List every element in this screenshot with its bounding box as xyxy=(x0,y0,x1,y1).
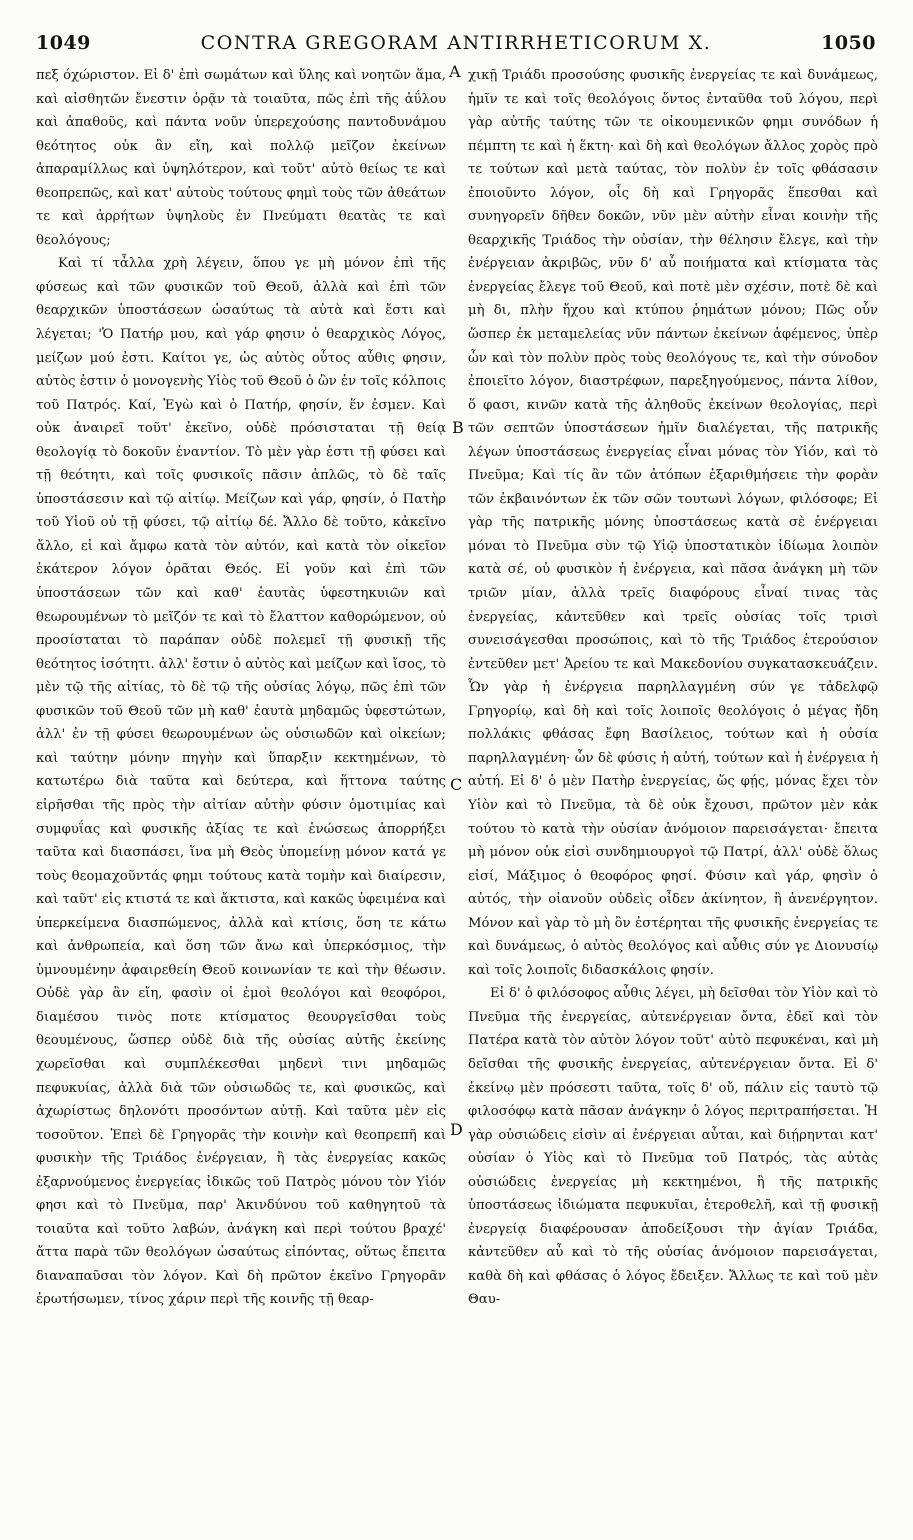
right-column-paragraph-1: χικῇ Τριάδι προσούσης φυσικῆς ἐνεργείας τε καὶ δυνάμεως, ἡμῖν τε καὶ τοῖς θεολόγοις ὄντος ἐνταῦθα τοῦ λόγου, περὶ γὰρ αὐτῆς ταύτης τῶν τε οἰκουμενικῶν φημι συνόδων ἡ πέμπτη τε καὶ ἡ ἕκτη· καὶ δὴ καὶ θεολόγων ἄλλος χορὸς πρὸ τε τούτων καὶ μετὰ ταύτας, τὸν πολὺν ἐν τοῖς φθάσασιν ἐποιοῦντο λόγον, οἷς δὴ καὶ Γρηγορᾶς ἕπεσθαι καὶ συνηγορεῖν δῆθεν δοκῶν, νῦν μὲν αὐτὴν εἶναι κοινὴν τῆς θεαρχικῆς Τριάδος τὴν οὐσίαν, τὴν θέλησιν ἔλεγε, καὶ τὴν ἐνέργειαν ἀκριβῶς, νῦν δ' αὖ ποιήματα καὶ κτίσματα τὰς ἐνεργείας ἔλεγε τοῦ Θεοῦ, καὶ ποτὲ μὲν σχέσιν, ποτὲ δὲ καὶ μὴ δι, πλὴν ἤχου καὶ κτύπου ῥημάτων μόνου; Πῶς οὖν ὥσπερ ἐκ μεταμελείας νῦν πάντων ἐκείνων ἀφέμενος, ὑπὲρ ὧν καὶ τὸν πολὺν πρὸς τοὺς θεολόγους τε, καὶ τὴν σύνοδον ἐποιεῖτο λόγον, διαστρέφων, παρεξηγούμενος, πάντα λίθον, ὅ φασι, κινῶν κατὰ τῆς ἀληθοῦς ἐκείνων θεολογίας, περὶ τῶν σεπτῶν ὑποστάσεων ἡμῖν διαλέγεται, τῆς πατρικῆς λέγων ὑποστάσεως ἐνεργείας εἶναι μόνας τὸν Υἱόν, καὶ τὸ Πνεῦμα; Καὶ τίς ἂν τῶν ἀτόπων ἐξαριθμήσειε τὴν φορὰν τῶν ἐκβαινόντων ἐκ τῶν σῶν τουτωνὶ λόγων, φιλόσοφε; Εἰ γὰρ τῆς πατρικῆς μόνης ὑποστάσεως κατὰ σὲ ἐνέργειαι μόναι τὸ Πνεῦμα σὺν τῷ Υἱῷ ὑποστατικὸν ἰδίωμα λοιπὸν κατὰ σέ, οὐ φυσικὸν ἡ ἐνέργεια, καὶ πᾶσα ἀνάγκη μὴ τῶν τριῶν μίαν, ἀλλὰ τρεῖς διαφόρους εἶναί τινας τὰς ἐνεργείας, κἀντεῦθεν καὶ τρεῖς οὐσίας τοῖς τρισὶ συνεισάγεσθαι προσώποις, καὶ τὸ τῆς Τριάδος ἑτερούσιον ἐντεῦθεν μετ' Ἀρείου τε καὶ Μακεδονίου συγκατασκευάζειν. Ὧν γὰρ ἡ ἐνέργεια παρηλλαγμένη σύν γε τἀδελφῷ Γρηγορίῳ, καὶ δὴ καὶ τοῖς λοιποῖς θεολόγοις ὁ μέγας ἤδη πολλάκις φθάσας ἔφη Βασίλειος, τούτων καὶ ἡ οὐσία παρηλλαγμένη· ὧν δὲ φύσις ἡ αὐτή, τούτων καὶ ἡ ἐνέργεια ἡ αὐτή. Εἰ δ' ὁ μὲν Πατὴρ ἐνεργείας, ὥς φῄς, μόνας ἔχει τὸν Υἱὸν καὶ τὸ Πνεῦμα, τὰ δὲ οὐκ ἔχουσι, πρῶτον μὲν κἀκ τούτου τὸ κατὰ τὴν οὐσίαν ἀνόμοιον παρεισάγεται· ἔπειτα μὴ μόνον οὐκ εἰσὶ συνδημιουργοὶ τῷ Πατρί, ἀλλ' οὐδὲ ὅλως εἰσί, Μάξιμος ὁ θεοφόρος φησί. Φύσιν καὶ γάρ, φησὶν ὁ αὐτός, τὴν οἱανοῦν οὐδεὶς οἶδεν ἀκίνητον, ἢ ἀνενέργητον. Μόνον καὶ γὰρ τὸ μὴ ὂν ἐστέρηται τῆς φυσικῆς ἐνεργείας τε καὶ δυνάμεως, ὁ αὐτὸς θεολόγος καὶ αὖθις σύν γε Διονυσίῳ καὶ τοῖς λοιποῖς διδασκάλοις φησίν. xyxy=(468,68,878,978)
margin-letter-d: D xyxy=(450,1120,463,1139)
two-column-body xyxy=(36,64,884,1524)
right-column xyxy=(468,64,878,1312)
right-column-paragraph-2: Εἰ δ' ὁ φιλόσοφος αὖθις λέγει, μὴ δεῖσθαι τὸν Υἱὸν καὶ τὸ Πνεῦμα τῆς ἐνεργείας, αὐτενέργειαν ὄντα, ἐδεῖ καὶ τὸν Πατέρα κατὰ τὸν αὐτὸν λόγον τοῦτ' αὐτὸ πεφυκέναι, καὶ μὴ δεῖσθαι τῆς φυσικῆς ἐνεργείας, αὐτενέργειαν ὄντα. Εἰ δ' ἐκείνῳ μὲν πρόσεστι ταῦτα, τοῖς δ' οὔ, πάλιν εἰς ταυτὸ τῷ φιλοσόφῳ κατὰ πᾶσαν ἀνάγκην ὁ λόγος περιτραπήσεται. Ἡ γὰρ οὐσιώδεις εἰσὶν αἱ ἐνέργειαι αὗται, καὶ διῄρηνται κατ' οὐσίαν ὁ Υἱὸς καὶ τὸ Πνεῦμα τοῦ Πατρός, τὰς αὐτὰς οὐσιώδεις ἐνεργείας μὴ κεκτημένοι, ἢ τῆς πατρικῆς ὑποστάσεως ἰδιώματα πεφυκυῖαι, ἑτεροθελῆ, καὶ τῇ φυσικῇ ἐνεργείᾳ διαφέρουσαν ἀποδείξουσι τὴν ἁγίαν Τριάδα, κἀντεῦθεν αὖ καὶ τὸ τῆς οὐσίας ἀνόμοιον παρεισάγεται, καθὰ δὴ καὶ φθάσας ὁ λόγος ἔδειξεν. Ἄλλως τε καὶ τοῦ μὲν Θαυ- xyxy=(468,986,878,1308)
left-column-paragraph-1: πεξ όχώριστον. Εἰ δ' ἐπὶ σωμάτων καὶ ὕλης καὶ νοητῶν ἅμα, καὶ αἰσθητῶν ἔνεστιν ὁρᾷν τὰ τοιαῦτα, πῶς ἐπὶ τῆς ἀΰλου καὶ ἀπαθοῦς, καὶ πάντα νοῦν ὑπερεχούσης παντοδυνάμου θεότητος οὐκ ἂν εἴη, καὶ πολλῷ μεῖζον ἐκείνων ἀπαραμίλλως καὶ ὑψηλότερον, καὶ τοῦτ' αὐτὸ θείως τε καὶ θεοπρεπῶς, καὶ κατ' αὐτοὺς τούτους φημὶ τοὺς τῶν ἀθεάτων τε καὶ ἀρρήτων ὑψηλοὺς ἐν Πνεύματι θεατὰς τε καὶ θεολόγους; xyxy=(36,68,446,248)
margin-letter-c: C xyxy=(450,775,463,794)
left-column-paragraph-2: Καὶ τί τἆλλα χρὴ λέγειν, ὅπου γε μὴ μόνον ἐπὶ τῆς φύσεως καὶ τῶν φυσικῶν τοῦ Θεοῦ, ἀλλὰ καὶ ἐπὶ τῶν θεαρχικῶν ὑποστάσεων ὡσαύτως τὰ αὐτὰ καὶ ἔστι καὶ λέγεται; 'Ὁ Πατήρ μου, καὶ γάρ φησιν ὁ θεαρχικὸς Λόγος, μείζων μού ἐστι. Καίτοι γε, ὡς αὐτὸς οὗτος αὖθις φησιν, αὐτὸς ἐστιν ὁ μονογενὴς Υἱὸς τοῦ Θεοῦ ὁ ὢν ἐν τοῖς κόλποις τοῦ Πατρός. Καί, Ἐγὼ καὶ ὁ Πατήρ, φησίν, ἕν ἐσμεν. Καὶ οὐκ ἀναιρεῖ τοῦτ' ἐκεῖνο, οὐδὲ πρόσισταται τῇ θείᾳ θεολογίᾳ τὸ δοκοῦν ἐναντίον. Τὸ μὲν γὰρ ἐστι τῇ φύσει καὶ τῇ θεότητι, καὶ τοῖς φυσικοῖς πᾶσιν ἁπλῶς, τὸ δὲ ταῖς ὑποστάσεσιν καὶ τῷ αἰτίῳ. Μείζων καὶ γάρ, φησίν, ὁ Πατὴρ τοῦ Υἱοῦ οὐ τῇ φύσει, τῷ αἰτίῳ δέ. Ἄλλο δὲ τοῦτο, κἀκεῖνο ἄλλο, εἰ καὶ ἄμφω κατὰ τὸν αὐτόν, καὶ κατὰ τὸν οἰκεῖον ἑκάτερον λόγον ὁρᾶται Θεός. Εἰ γοῦν καὶ ἐπὶ τῶν ὑποστάσεων τῶν καὶ καθ' ἑαυτὰς ὑφεστηκυιῶν καὶ θεωρουμένων τὸ μεῖζόν τε καὶ τὸ ἔλαττον καθορώμενον, οὐ προσίσταται τὸ παράπαν οὐδὲ πολεμεῖ τῇ φυσικῇ τῆς θεότητος ἰσότητι. ἀλλ' ἔστιν ὁ αὐτὸς καὶ μείζων καὶ ἴσος, τὸ μὲν τῷ τῆς αἰτίας, τὸ δὲ τῷ τῆς οὐσίας λόγῳ, πῶς ἐπὶ τῶν φυσικῶν τοῦ Θεοῦ τῶν μὴ καθ' ἑαυτὰ μηδαμῶς ὑφεστώτων, ἀλλ' ἐν τῇ φύσει θεωρουμένων ὡς οὐσιωδῶν καὶ οἰκείων; καὶ ταύτην μόνην πηγὴν καὶ ὕπαρξιν κεκτημένων, τὸ κατωτέρω διὰ ταῦτα καὶ δεύτερα, καὶ ἥττονα ταύτης εἰρῆσθαι τῆς πρὸς τὴν αἰτίαν αὐτὴν φύσιν ὁμοτιμίας καὶ συμφυΐας καὶ φυσικῆς ἀξίας τε καὶ ἑνώσεως ἀπορρήξει ταῦτα καὶ διασπάσει, ἵνα μὴ Θεὸς ὑπομείνῃ μόνον κατά γε τοὺς θεομαχοῦντάς φημι τούτους κατὰ τομὴν καὶ διαίρεσιν, καὶ ταῦτ' εἰς κτιστά τε καὶ ἄκτιστα, καὶ κακῶς ὑφειμένα καὶ ὑπερκείμενα διασπώμενος, ἀλλὰ καὶ κτίσις, ὅση τε κάτω καὶ ἀνθρωπεία, καὶ ὅση τῶν ἄνω καὶ ὑπερκόσμιος, τὴν ὑμνουμένην ἀφαιρεθείη Θεοῦ κοινωνίαν τε καὶ τὴν θέωσιν. Οὐδὲ γὰρ ἂν εἴη, φασὶν οἱ ἐμοὶ θεολόγοι καὶ θεοφόροι, διαμέσου τινὸς ποτε κτίσματος θεουργεῖσθαι τοὺς θεουμένους, ὥσπερ οὐδὲ διὰ τῆς οὐσίας αὐτῆς ἐκείνης χωρεῖσθαι καὶ συμπλέκεσθαι μηδενὶ τινι μηδαμῶς πεφυκυίας, ἀλλὰ διὰ τῶν οὐσιωδῶς τε, καὶ φυσικῶς, καὶ ἀχωρίστως δηλονότι προσόντων αὐτῇ. Καὶ ταῦτα μὲν εἰς τοσοῦτον. Ἐπεὶ δὲ Γρηγορᾶς τὴν κοινὴν καὶ θεοπρεπῆ καὶ φυσικὴν τῆς Τριάδος ἐνέργειαν, ἢ τὰς ἐνεργείας κακῶς ἐξαρνούμενος ἐνεργείας ἰδικῶς τοῦ Πατρὸς μόνου τὸν Υἱόν φησι καὶ τὸ Πνεῦμα, παρ' Ἀκινδύνου τοῦ καθηγητοῦ τὰ τοιαῦτα καὶ τοῦτο λαβών, ἀνάγκη καὶ περὶ τούτου βραχέ' ἄττα παρὰ τῶν θεολόγων ὡσαύτως εἰπόντας, οὕτως ἔπειτα διαναπαῦσαι τὸν λόγον. Καὶ δὴ πρῶτον ἐκεῖνο Γρηγορᾶν ἐρωτήσωμεν, τίνος χάριν περὶ τῆς κοινῆς τῇ θεαρ- xyxy=(36,256,446,1308)
margin-letter-b: B xyxy=(452,418,464,437)
running-header xyxy=(36,32,876,54)
margin-letter-a: A xyxy=(449,62,461,81)
page-number-left: 1049 xyxy=(36,32,91,54)
running-title: CONTRA GREGORAM ANTIRRHETICORUM X. xyxy=(200,32,712,54)
left-column xyxy=(36,64,446,1312)
page-number-right: 1050 xyxy=(821,32,876,54)
